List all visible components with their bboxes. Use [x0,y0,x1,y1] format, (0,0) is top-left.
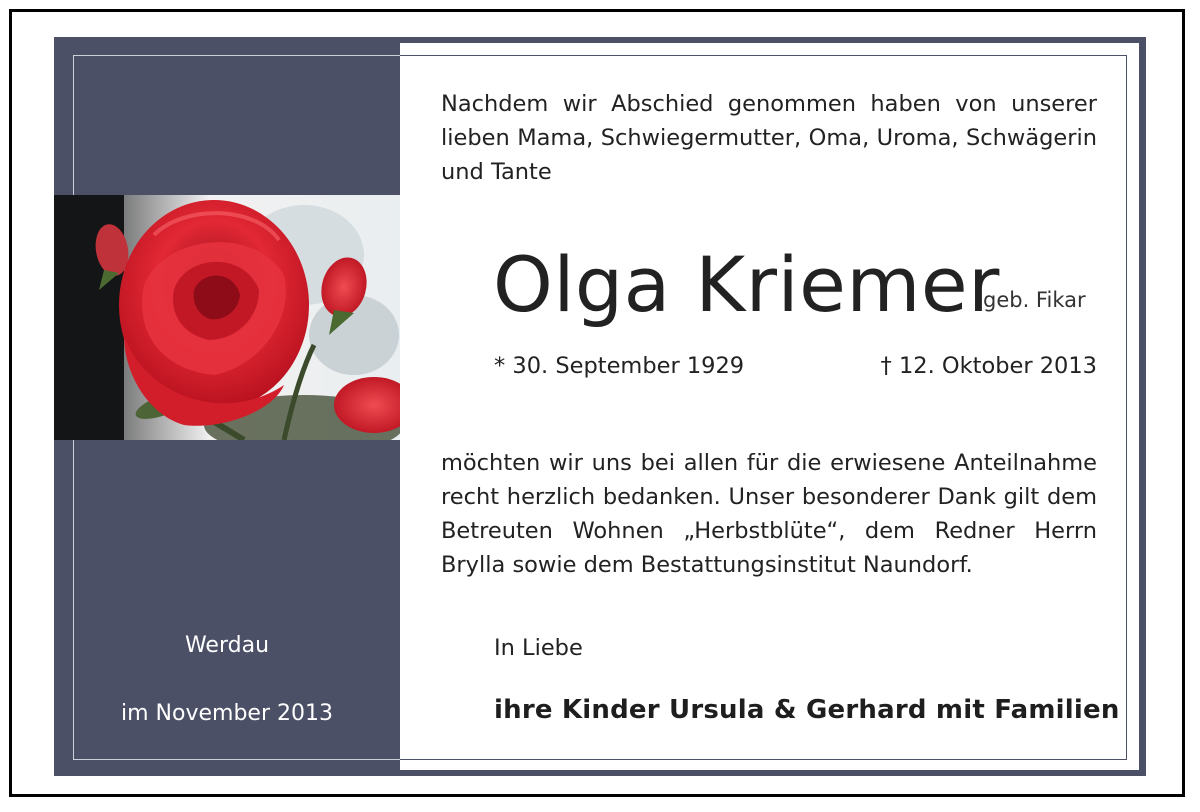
deceased-name: Olga Kriemer [493,240,1000,329]
place-label: Werdau [184,633,270,658]
birth-date: * 30. September 1929 [494,353,745,379]
date-line: im November 2013 [121,701,333,726]
thanks-line-2: recht herzlich bedanken. Unser besonderer Dank gilt dem [441,484,1097,510]
death-date: † 12. Oktober 2013 [880,353,1097,379]
intro-line-2: lieben Mama, Schwiegermutter, Oma, Uroma, Schwägerin [441,125,1097,151]
intro-line-3: und Tante [441,159,552,185]
rose-icon [54,195,400,440]
thanks-line-1: möchten wir uns bei allen für die erwiesene Anteilnahme [441,450,1097,476]
signature: ihre Kinder Ursula & Gerhard mit Familien [494,695,1120,725]
thanks-line-3: Betreuten Wohnen „Herbstblüte“, dem Redner Herrn [441,518,1097,544]
intro-line-1: Nachdem wir Abschied genommen haben von unserer [441,91,1097,117]
closing-text: In Liebe [494,635,583,661]
maiden-name: geb. Fikar [983,288,1086,312]
red-rose-photo [54,195,400,440]
thanks-line-4: Brylla sowie dem Bestattungsinstitut Naundorf. [441,552,973,578]
